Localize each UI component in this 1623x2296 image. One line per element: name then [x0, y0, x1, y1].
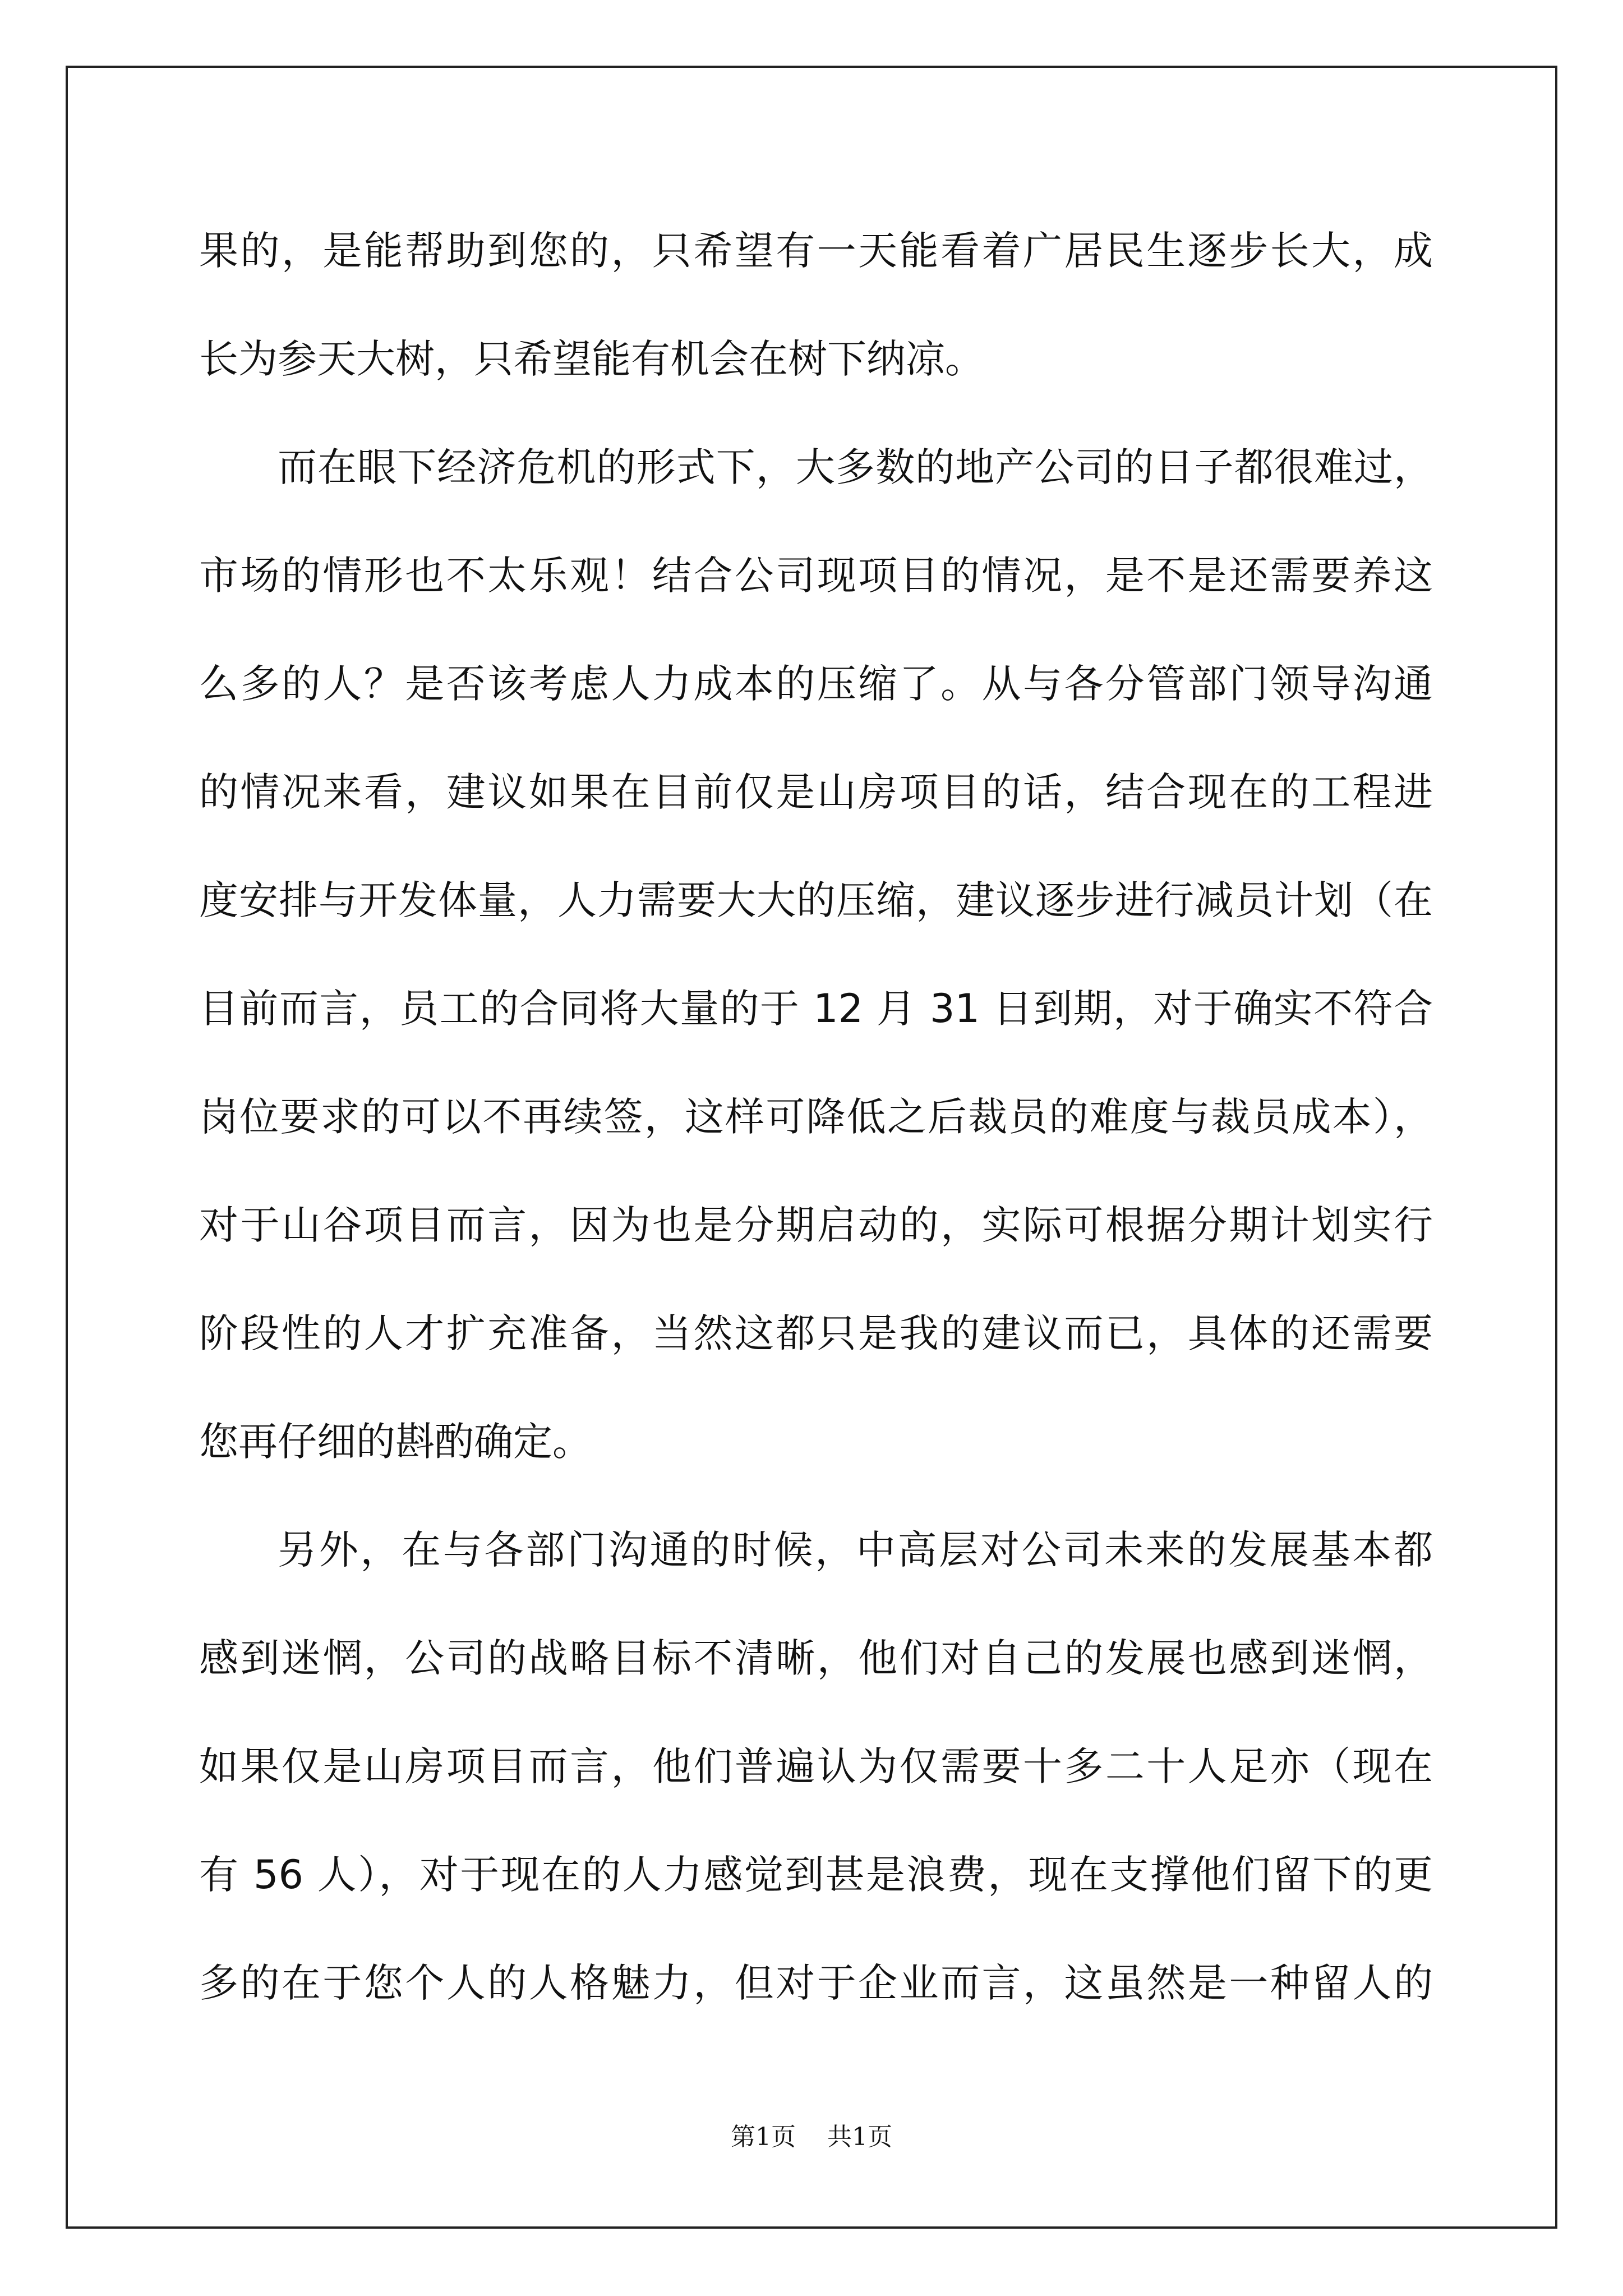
- page-footer: [0, 2120, 1623, 2154]
- text-line: 的情况来看，建议如果在目前仅是山房项目的话，结合现在的工程进: [199, 769, 1433, 815]
- document-body: [199, 218, 1433, 2058]
- text-line: 岗位要求的可以不再续签，这样可降低之后裁员的难度与裁员成本），: [199, 1094, 1433, 1140]
- page-total: 共1页: [827, 2123, 892, 2151]
- text-line: 有 56 人），对于现在的人力感觉到甚是浪费，现在支撑他们留下的更: [199, 1852, 1433, 1898]
- text-line: 市场的情形也不太乐观！结合公司现项目的情况，是不是还需要养这: [199, 553, 1433, 599]
- text-line: 感到迷惘，公司的战略目标不清晰，他们对自己的发展也感到迷惘，: [199, 1635, 1433, 1681]
- text-line: 目前而言，员工的合同将大量的于 12 月 31 日到期，对于确实不符合: [199, 986, 1433, 1032]
- text-line: 果的，是能帮助到您的，只希望有一天能看着广居民生逐步长大，成: [199, 228, 1433, 274]
- text-line: 您再仔细的斟酌确定。: [199, 1419, 592, 1465]
- page-number: 第1页: [731, 2123, 796, 2151]
- text-line: 另外，在与各部门沟通的时候，中高层对公司未来的发展基本都: [278, 1527, 1433, 1573]
- text-line: 如果仅是山房项目而言，他们普遍认为仅需要十多二十人足亦（现在: [199, 1743, 1433, 1789]
- text-line: 多的在于您个人的人格魅力，但对于企业而言，这虽然是一种留人的: [199, 1960, 1433, 2006]
- text-line: 阶段性的人才扩充准备，当然这都只是我的建议而已，具体的还需要: [199, 1310, 1433, 1356]
- text-line: 而在眼下经济危机的形式下，大多数的地产公司的日子都很难过，: [278, 444, 1433, 490]
- text-line: 度安排与开发体量，人力需要大大的压缩，建议逐步进行减员计划（在: [199, 877, 1433, 923]
- text-line: 长为参天大树，只希望能有机会在树下纳凉。: [199, 336, 984, 382]
- text-line: 么多的人？是否该考虑人力成本的压缩了。从与各分管部门领导沟通: [199, 661, 1433, 707]
- text-line: 对于山谷项目而言，因为也是分期启动的，实际可根据分期计划实行: [199, 1202, 1433, 1248]
